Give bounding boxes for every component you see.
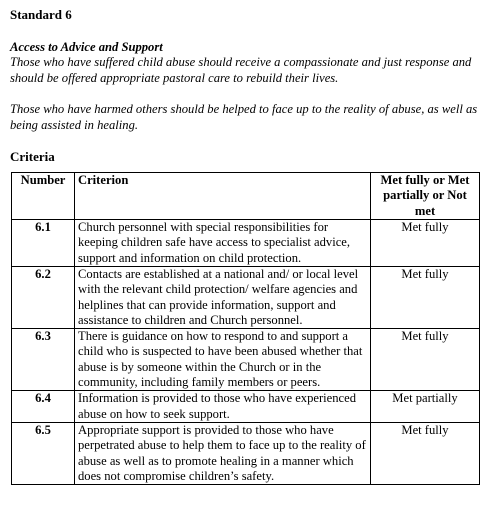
criterion-text: Contacts are established at a national and/ or local level with the relevant child protection/ welfare agencies and helplines that can provide information, support and assistance to children and Church personnel. [75,266,371,328]
standard-title: Standard 6 [10,7,72,22]
criteria-header-row [12,173,480,220]
criterion-text: Appropriate support is provided to those who have perpetrated abuse to help them to face up to the reality of abuse as well as to promote healing in a manner which does not compromise children’s safety. [75,422,371,484]
table-row [12,391,480,423]
table-row [12,422,480,484]
criterion-status: Met fully [371,266,480,328]
criterion-number: 6.1 [12,220,75,267]
table-row [12,329,480,391]
standard-paragraph-1: Those who have suffered child abuse should receive a compassionate and just response and should be offered appropriate pastoral care to rebuild their lives. [10,55,472,85]
column-header-criterion: Criterion [75,173,371,220]
criterion-number: 6.3 [12,329,75,391]
criterion-text: There is guidance on how to respond to and support a child who is suspected to have been abused whether that abuse is by someone within the Church or in the community, including family members or peers. [75,329,371,391]
column-header-number: Number [12,173,75,220]
criterion-text: Church personnel with special responsibilities for keeping children safe have access to specialist advice, support and information on child protection. [75,220,371,267]
criterion-status: Met fully [371,329,480,391]
criteria-table [11,172,480,485]
table-row [12,220,480,267]
criterion-status: Met fully [371,220,480,267]
criterion-status: Met partially [371,391,480,423]
table-row [12,266,480,328]
standard-subtitle: Access to Advice and Support [10,39,163,54]
standard-paragraph-2: Those who have harmed others should be helped to face up to the reality of abuse, as well as being assisted in healing. [10,102,478,132]
criterion-number: 6.2 [12,266,75,328]
criteria-heading: Criteria [10,148,55,164]
criterion-number: 6.4 [12,391,75,423]
criterion-status: Met fully [371,422,480,484]
column-header-met: Met fully or Met partially or Not met [371,173,480,220]
criterion-number: 6.5 [12,422,75,484]
document-page [10,7,480,485]
criterion-text: Information is provided to those who have experienced abuse on how to seek support. [75,391,371,423]
